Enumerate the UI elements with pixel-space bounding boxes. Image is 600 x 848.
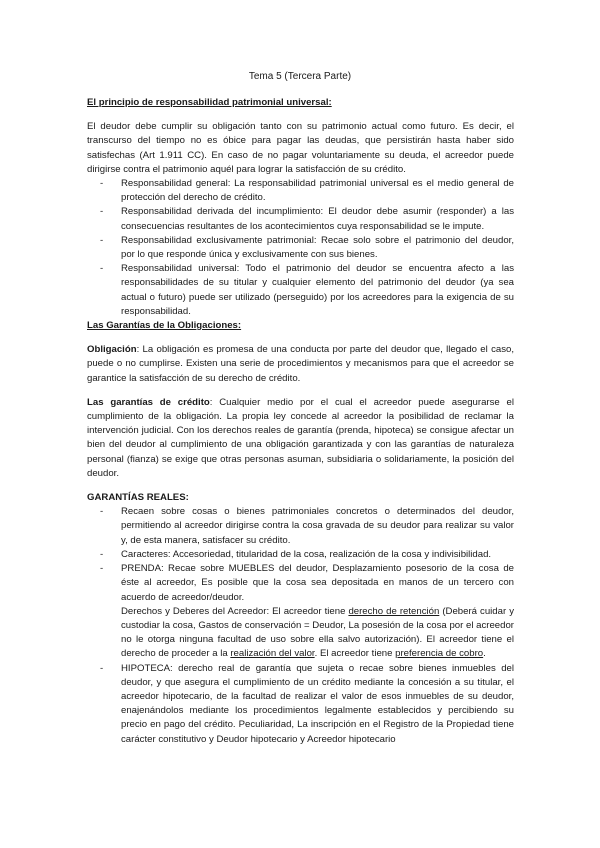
list-item: - Responsabilidad derivada del incumplimiento: El deudor debe asumir (responder) a las consecuencias resultantes de los acontecimientos cuya responsabilidad se le impute.	[87, 205, 514, 233]
term-garantias-credito: Las garantías de crédito	[87, 396, 210, 408]
responsabilidad-list	[87, 177, 514, 319]
prenda-derechos-text: (Deberá cuidar y custodiar la cosa, Gastos de conservación = Deudor, La posesión de la cosa por el acreedor no le otorga ninguna facultad de uso sobre ella salvo autorización). El acreedor tiene el derecho de proceder a la	[121, 605, 514, 660]
section-heading-responsabilidad: El principio de responsabilidad patrimonial universal:	[87, 97, 332, 108]
list-item: - Responsabilidad general: La responsabilidad patrimonial universal es el medio general de protección del derecho de crédito.	[87, 177, 514, 205]
prenda-derechos-text: .	[483, 648, 486, 660]
list-item: - Recaen sobre cosas o bienes patrimoniales concretos o determinados del deudor, permitiendo al acreedor dirigirse contra la cosa gravada de su deudor para realizar su valor y, de esta manera, satisfacer su crédito.	[87, 505, 514, 548]
obligacion-definition: : La obligación es promesa de una conducta por parte del deudor que, llegado el caso, puede o no cumplirse. Existen una serie de procedimientos y mecanismos para que el acreedor se garantice la satisfacción de su derecho de crédito.	[87, 344, 514, 384]
paragraph-garantias-credito	[87, 396, 514, 481]
preferencia-cobro: preferencia de cobro	[395, 648, 484, 660]
realizacion-valor: realización del valor	[230, 648, 315, 660]
section-heading-garantias-reales: GARANTÍAS REALES:	[87, 492, 189, 504]
garantias-definition: : Cualquier medio por el cual el acreedor puede asegurarse el cumplimiento de la obligación. La propia ley concede al acreedor la posibilidad de reclamar la intervención judicial. Con los derechos reales de garantía (prenda, hipoteca) se consigue afectar un bien del deudor al cumplimiento de una obligación garantizada y con las garantías de naturaleza personal (fianza) se exige que otras personas asuman, subsidiaria o solidariamente, la posición del deudor.	[87, 396, 514, 479]
list-item-prenda	[87, 562, 514, 661]
list-item: - Responsabilidad exclusivamente patrimonial: Recae solo sobre el patrimonio del deudor, por lo que responde única y exclusivamente con sus bienes.	[87, 234, 514, 262]
paragraph-obligacion	[87, 343, 514, 386]
prenda-derechos-text: . El acreedor tiene	[314, 648, 396, 660]
prenda-text: - PRENDA: Recae sobre MUEBLES del deudor, Desplazamiento posesorio de la cosa de éste al acreedor, Es posible que la cosa sea depositada en manos de un tercero con acuerdo de acreedor/deudor.	[121, 563, 514, 603]
document-title: Tema 5 (Tercera Parte)	[248, 71, 352, 82]
prenda-derechos	[121, 605, 514, 662]
section-heading-garantias: Las Garantías de la Obligaciones:	[87, 320, 242, 332]
derecho-retencion: derecho de retención	[348, 605, 440, 617]
garantias-reales-list	[87, 505, 514, 746]
prenda-derechos-text: Derechos y Deberes del Acreedor: El acreedor tiene	[121, 605, 349, 617]
list-item: - Caracteres: Accesoriedad, titularidad de la cosa, realización de la cosa y indivisibilidad.	[87, 548, 514, 562]
document-body	[87, 96, 514, 747]
term-obligacion: Obligación	[87, 344, 137, 356]
paragraph-intro: El deudor debe cumplir su obligación tanto con su patrimonio actual como futuro. Es decir, el transcurso del tiempo no es óbice para pagar las deudas, que persistirán hasta haber sido satisfechas (Art 1.911 CC). En caso de no pagar voluntariamente su deuda, el acreedor puede dirigirse contra el patrimonio aquél para lograr la satisfacción de su crédito.	[87, 121, 514, 175]
list-item: - Responsabilidad universal: Todo el patrimonio del deudor se encuentra afecto a las responsabilidades de su titular y cualquier elemento del patrimonio del deudor (ya sea actual o futuro) puede ser utilizado (perseguido) por los acreedores para la exigencia de su responsabilidad.	[87, 262, 514, 319]
list-item-hipoteca: - HIPOTECA: derecho real de garantía que sujeta o recae sobre bienes inmuebles del deudor, y que asegura el cumplimiento de un crédito mediante la concesión a su titular, el acreedor hipotecario, de la facultad de realizar el valor de esos inmuebles de su deudor, enajenándolos mediante los procedimientos legalmente establecidos y percibiendo su precio en pago del crédito. Peculiaridad, La inscripción en el Registro de la Propiedad tiene carácter constitutivo y Deudor hipotecario y Acreedor hipotecario	[87, 662, 514, 747]
